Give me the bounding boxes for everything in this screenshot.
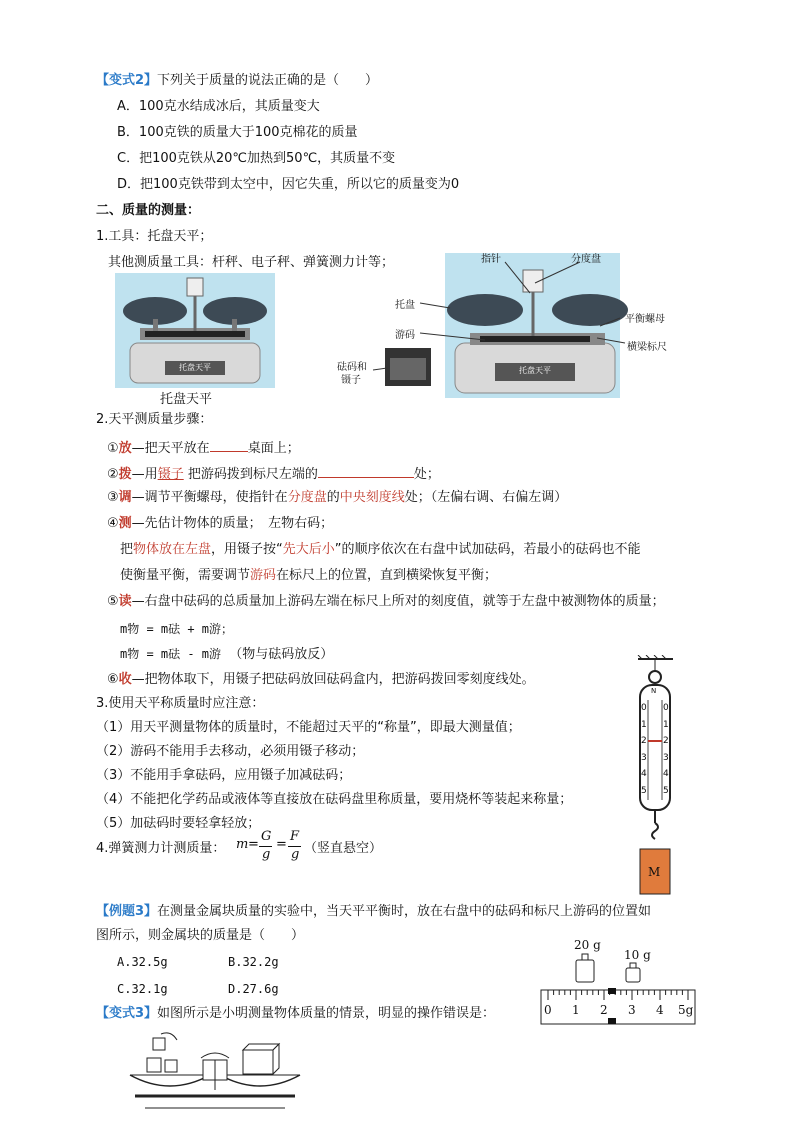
label-pan: 托盘 (395, 300, 415, 311)
step-5 (107, 593, 665, 611)
step-1-key: 放 (118, 441, 132, 456)
formula-1: m物 = m砝 + m游； (120, 622, 234, 636)
spring-left-3: 3 (641, 752, 647, 763)
example3-question (96, 903, 651, 921)
step-2-blank (318, 463, 414, 478)
step-4-key: 测 (118, 516, 132, 531)
variant3-question (96, 1005, 495, 1023)
ruler-tick-1: 1 (572, 1003, 580, 1017)
step-2-mark: ② (107, 467, 119, 482)
variant2-option-c: C．把100克铁从20℃加热到50℃，其质量不变 (117, 151, 396, 166)
label-beam-scale: 横梁标尺 (627, 342, 667, 353)
notes-title: 3.使用天平称质量时应注意： (96, 696, 265, 711)
step-2 (107, 463, 440, 484)
step-2-key: 拨 (118, 467, 132, 482)
step-4-detail-2 (120, 567, 497, 585)
label-pointer: 指针 (481, 254, 501, 265)
ruler-tick-4: 4 (656, 1003, 664, 1017)
step-2-text-c: 处； (413, 467, 440, 482)
step-6-mark: ⑥ (107, 672, 119, 687)
spring-text: 4.弹簧测力计测质量： (96, 841, 226, 856)
balance-photo-left (115, 273, 275, 388)
ruler-tick-2: 2 (600, 1003, 608, 1017)
note-3: （3）不能用手拿砝码，应用镊子加减砝码； (96, 768, 352, 783)
spring-left-4: 4 (641, 769, 647, 779)
example3-option-c: C.32.1g (117, 982, 168, 996)
step-2-text-a: —用 (131, 467, 158, 482)
spring-eq2: = (276, 837, 287, 852)
section-heading: 二、质量的测量： (96, 203, 201, 218)
variant2-option-b: B．100克铁的质量大于100克棉花的质量 (117, 125, 358, 140)
step-4-detail-b: ，用镊子按“ (211, 542, 283, 557)
weight-label-20g: 20 g (574, 938, 601, 952)
step-1-text-b: 桌面上； (247, 441, 300, 456)
spring-note: （竖直悬空） (304, 841, 383, 856)
spring-right-2: 2 (663, 736, 669, 746)
step-5-key: 读 (118, 594, 132, 609)
step-4-hl1: 物体放在左盘 (133, 542, 212, 557)
variant2-option-a: A．100克水结成冰后，其质量变大 (117, 99, 320, 114)
step-1 (107, 437, 300, 458)
step-3 (107, 489, 567, 507)
step-3-text-b: 的 (326, 490, 340, 505)
label-scale-dial: 分度盘 (571, 254, 601, 265)
step-5-mark: ⑤ (107, 594, 119, 609)
spring-right-1: 1 (663, 719, 669, 730)
label-rider: 游码 (395, 330, 415, 341)
step-6 (107, 671, 535, 689)
step-5-text: —右盘中砝码的总质量加上游码左端在标尺上所对的刻度值，就等于左盘中被测物体的质量； (131, 594, 665, 609)
spring-block-label: M (648, 865, 661, 879)
balance-diagram-right (335, 248, 705, 403)
spring-right-5: 5 (663, 785, 669, 796)
step-3-text-c: 处；（左偏右调、右偏左调） (404, 490, 568, 505)
spring-g1: g (262, 847, 271, 862)
spring-scale-figure (618, 655, 693, 900)
example3-question-1: 在测量金属块质量的实验中，当天平平衡时，放在右盘中的砝码和标尺上游码的位置如 (157, 904, 652, 919)
spring-eq1: = (248, 837, 259, 852)
step-4-detail-2a: 使衡量平衡，需要调节 (120, 568, 251, 583)
step-4-hl3: 游码 (250, 568, 277, 583)
spring-left-1: 1 (641, 719, 647, 730)
variant2-option-d: D．把100克铁带到太空中，因它失重，所以它的质量变为0 (117, 177, 460, 192)
example3-question-2: 图所示，则金属块的质量是（ ） (96, 928, 305, 943)
note-5: （5）加砝码时要轻拿轻放； (96, 816, 261, 831)
variant3-balance-illustration (125, 1030, 305, 1120)
ruler-tick-3: 3 (628, 1003, 636, 1017)
note-2: （2）游码不能用手去移动，必须用镊子移动； (96, 744, 365, 759)
step-4-detail-2b: 在标尺上的位置，直到横梁恢复平衡； (276, 568, 498, 583)
label-balance-nut: 平衡螺母 (625, 314, 665, 325)
spring-F: F (290, 829, 300, 844)
note-1: （1）用天平测量物体的质量时，不能超过天平的“称量”，即最大测量值； (96, 720, 521, 735)
example3-option-a: A.32.5g (117, 955, 168, 969)
step-1-mark: ① (107, 441, 119, 456)
spring-top-label: N (651, 687, 657, 695)
spring-right-4: 4 (663, 769, 669, 779)
step-3-hl2: 中央刻度线 (339, 490, 405, 505)
variant2-tag: 【变式2】 (96, 73, 158, 88)
label-weights-2: 镊子 (341, 375, 361, 386)
variant2-question-text: 下列关于质量的说法正确的是（ ） (157, 73, 379, 88)
spring-left-0: 0 (641, 703, 647, 713)
formula-2: m物 = m砝 - m游 (120, 647, 222, 661)
spring-left-2: 2 (641, 736, 647, 746)
spring-right-0: 0 (663, 703, 669, 713)
variant3-tag: 【变式3】 (96, 1006, 158, 1021)
step-2-tool: 镊子 (157, 467, 184, 482)
label-weights-1: 砝码和 (337, 362, 367, 373)
steps-title: 2.天平测质量步骤： (96, 412, 213, 427)
step-1-text-a: —把天平放在 (131, 441, 210, 456)
tool-line: 1.工具：托盘天平； (96, 229, 213, 244)
step-6-key: 收 (118, 672, 132, 687)
spring-scale-left (641, 700, 647, 799)
spring-g2: g (291, 847, 300, 862)
step-4 (107, 515, 333, 533)
example3-option-d: D.27.6g (228, 982, 279, 996)
balance-plate-text: 托盘天平 (179, 363, 211, 372)
balance-plate-text-right: 托盘天平 (519, 366, 551, 375)
variant3-balance-sketch (125, 1030, 305, 1120)
note-4: （4）不能把化学药品或液体等直接放在砝码盘里称质量，要用烧杯等装起来称量； (96, 792, 573, 807)
spring-scale-right (663, 700, 669, 799)
weight-label-10g: 10 g (624, 948, 651, 962)
example3-tag: 【例题3】 (96, 904, 158, 919)
other-tools-line: 其他测质量工具：杆秤、电子秤、弹簧测力计等； (108, 255, 395, 270)
spring-left-5: 5 (641, 785, 647, 796)
step-4-mark: ④ (107, 516, 119, 531)
variant2-question (96, 72, 378, 90)
weights-ruler-illustration (538, 938, 698, 1026)
step-3-key: 调 (118, 490, 132, 505)
weights-ruler-figure (538, 938, 698, 1026)
step-4-detail-a: 把 (120, 542, 134, 557)
balance-illustration-right (335, 248, 705, 403)
step-1-blank (210, 437, 248, 452)
step-3-mark: ③ (107, 490, 119, 505)
step-4-text: —先估计物体的质量； 左物右码； (131, 516, 334, 531)
ruler-tick-5g: 5g (678, 1003, 694, 1017)
step-4-hl2: 先大后小 (282, 542, 335, 557)
step-4-detail-1 (120, 541, 641, 559)
step-4-detail-c: ”的顺序依次在右盘中试加砝码，若最小的砝码也不能 (334, 542, 641, 557)
spring-right-3: 3 (663, 752, 669, 763)
ruler-tick-0: 0 (544, 1003, 552, 1017)
step-6-text: —把物体取下，用镊子把砝码放回砝码盒内，把游码拨回零刻度线处。 (131, 672, 535, 687)
formula-2-note: （物与砝码放反） (229, 647, 334, 662)
balance-caption: 托盘天平 (160, 392, 213, 407)
step-2-text-b: 把游码拨到标尺左端的 (187, 467, 318, 482)
example3-option-b: B.32.2g (228, 955, 279, 969)
step-3-hl1: 分度盘 (287, 490, 327, 505)
spring-G: G (261, 829, 272, 844)
step-3-text-a: —调节平衡螺母，使指针在 (131, 490, 288, 505)
formula-2-line (120, 645, 333, 664)
spring-m: m (236, 837, 249, 852)
variant3-question-text: 如图所示是小明测量物体质量的情景，明显的操作错误是： (157, 1006, 496, 1021)
